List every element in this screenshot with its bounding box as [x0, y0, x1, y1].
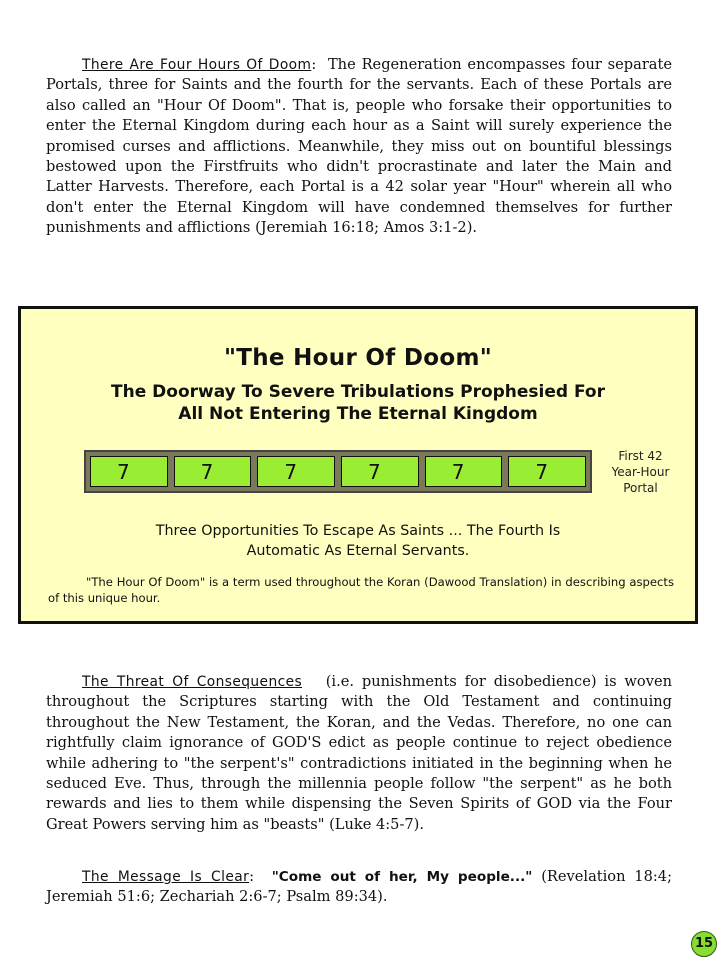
box-subtitle: [21, 381, 695, 425]
paragraph-four-hours: There Are Four Hours Of Doom: The Regeneration encompasses four separate Portals, three for Saints and the fourth for the servants. Each of these Portals are also called an "Hour Of Doom". That is, people who forsake their opportunities to enter the Eternal Kingdom during each hour as a Saint will surely experience the promised curses and afflictions. Meanwhile, they miss out on bountiful blessings bestowed upon the Firstfruits who didn't procrastinate and later the Main and Latter Harvests. Therefore, each Portal is a 42 solar year "Hour" wherein all who don't enter the Eternal Kingdom will have condemned themselves for further punishments and afflictions (Jeremiah 16:18; Amos 3:1-2).: [46, 56, 673, 237]
paragraph-quote: "Come out of her, My people...": [271, 869, 533, 885]
opportunities-text: [21, 521, 695, 561]
box-title: "The Hour Of Doom": [223, 345, 493, 371]
page-number-badge: 15: [691, 931, 717, 957]
opportunities-line2: Automatic As Eternal Servants.: [246, 543, 470, 559]
year-segment: 7: [341, 456, 419, 487]
year-segment: 7: [90, 456, 168, 487]
portal-label-line1: First 42: [618, 449, 663, 463]
year-segment: 7: [425, 456, 503, 487]
portal-label: [603, 448, 678, 496]
box-footnote-text: "The Hour Of Doom" is a term used throughout the Koran (Dawood Translation) in describing aspects of this unique hour.: [48, 575, 674, 605]
paragraph-threat-of-consequences: [46, 672, 672, 835]
paragraph-lead: The Message Is Clear: [82, 869, 250, 885]
paragraph-message-is-clear: The Message Is Clear: "Come out of her, My people..." (Revelation 18:4; Jeremiah 51:6; Zechariah 2:6-7; Psalm 89:34).: [46, 868, 672, 906]
year-segment: 7: [508, 456, 586, 487]
year-segment: 7: [174, 456, 252, 487]
box-footnote: [48, 574, 674, 606]
opportunities-line1: Three Opportunities To Escape As Saints ... The Fourth Is: [155, 523, 561, 539]
paragraph-lead: There Are Four Hours Of Doom: [82, 57, 312, 73]
portal-label-line3: Portal: [623, 481, 658, 495]
box-subtitle-line1: The Doorway To Severe Tribulations Prophesied For: [111, 382, 605, 402]
paragraph-body: The Regeneration encompasses four separate Portals, three for Saints and the fourth for the servants. Each of these Portals are also called an "Hour Of Doom". That is, people who forsake their opportunities to enter the Eternal Kingdom during each hour as a Saint will surely experience the promised curses and afflictions. Meanwhile, they miss out on bountiful blessings bestowed upon the Firstfruits who didn't procrastinate and later the Main and Latter Harvests. Therefore, each Portal is a 42 solar year "Hour" wherein all who don't enter the Eternal Kingdom will have condemned themselves for further punishments and afflictions (Jeremiah 16:18; Amos 3:1-2).: [46, 56, 673, 237]
year-segment: 7: [257, 456, 335, 487]
box-subtitle-line2: All Not Entering The Eternal Kingdom: [178, 404, 538, 424]
paragraph-body: (i.e. punishments for disobedience) is woven throughout the Scriptures starting with the Old Testament and continuing throughout the New Testament, the Koran, and the Vedas. Therefore, no one can rightfully claim ignorance of GOD'S edict as people continue to reject obedience while adhering to "the serpent's" contradictions initiated in the beginning when he seduced Eve. Thus, through the millennia people follow "the serpent" as he both rewards and lies to them while dispensing the Seven Spirits of GOD via the Four Great Powers serving him as "beasts" (Luke 4:5-7).: [46, 673, 672, 833]
paragraph-lead: The Threat Of Consequences: [82, 674, 303, 690]
hour-of-doom-box: [18, 306, 698, 624]
year-segments-bar: [84, 450, 592, 493]
paragraph-body: (Revelation 18:4; Jeremiah 51:6; Zechariah 2:6-7; Psalm 89:34).: [46, 868, 672, 906]
portal-label-line2: Year-Hour: [611, 465, 670, 479]
